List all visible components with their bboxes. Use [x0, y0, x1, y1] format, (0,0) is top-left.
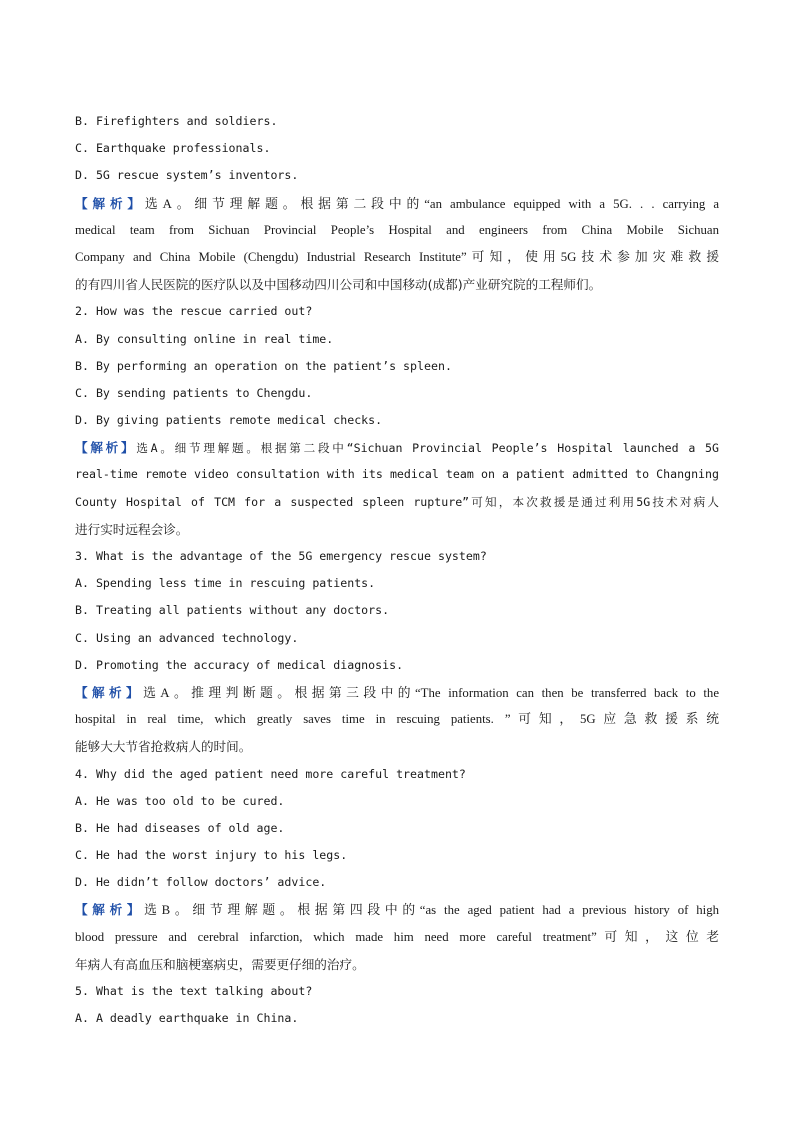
q3-option-b: B. Treating all patients without any doctors.	[75, 603, 390, 618]
q2-option-d: D. By giving patients remote medical checks.	[75, 413, 383, 428]
q3-analysis-line-1	[75, 679, 719, 706]
q4-question: 4. Why did the aged patient need more careful treatment?	[75, 766, 466, 781]
q2-analysis-line-1	[75, 434, 719, 461]
q4-option-c: C. He had the worst injury to his legs.	[75, 848, 348, 863]
q1-analysis-line-3: Company and China Mobile (Chengdu) Industrial Research Institute”可知，使用5G技术参加灾难救援	[75, 249, 719, 264]
q2-analysis-line-3: County Hospital of TCM for a suspected spleen rupture”可知，本次救援是通过利用5G技术对病人	[75, 494, 719, 509]
q3-analysis-line-3: 能够大大节省抢救病人的时间。	[75, 739, 252, 755]
q1-analysis-line-1	[75, 190, 719, 217]
q2-question: 2. How was the rescue carried out?	[75, 304, 313, 319]
analysis-tag: 【解析】	[75, 440, 137, 456]
q2-option-a: A. By consulting online in real time.	[75, 331, 334, 346]
q1-option-b: B. Firefighters and soldiers.	[75, 114, 278, 128]
q4-option-b: B. He had diseases of old age.	[75, 820, 285, 835]
document-page	[75, 108, 719, 1032]
q3-option-c: C. Using an advanced technology.	[75, 630, 299, 645]
q2-option-b: B. By performing an operation on the patient’s spleen.	[75, 358, 452, 373]
q2-analysis-text-1: 选A。细节理解题。根据第二段中“Sichuan Provincial People’s Hospital launched a 5G	[136, 441, 719, 456]
q5-question: 5. What is the text talking about?	[75, 984, 313, 998]
q4-analysis-line-1	[75, 896, 719, 923]
q3-option-a: A. Spending less time in rescuing patients.	[75, 576, 376, 591]
q1-analysis-text-1: 选A。细节理解题。根据第二段中的“an ambulance equipped with a 5G. . . carrying a	[144, 196, 719, 211]
q2-analysis-line-2: real-time remote video consultation with its medical team on a patient admitted to Changning	[75, 467, 719, 482]
q1-option-d: D. 5G rescue system’s inventors.	[75, 168, 299, 183]
q1-analysis-line-4: 的有四川省人民医院的医疗队以及中国移动四川公司和中国移动(成都)产业研究院的工程师们。	[75, 277, 602, 293]
q4-option-a: A. He was too old to be cured.	[75, 793, 285, 808]
q5-option-a: A. A deadly earthquake in China.	[75, 1011, 299, 1026]
q4-analysis-text-1: 选B。细节理解题。根据第四段中的“as the aged patient had a previous history of high	[144, 903, 719, 918]
q4-option-d: D. He didn’t follow doctors’ advice.	[75, 875, 327, 890]
q2-analysis-line-4: 进行实时远程会诊。	[75, 521, 189, 537]
analysis-tag: 【解析】	[75, 195, 145, 211]
q4-analysis-line-3: 年病人有高血压和脑梗塞病史，需要更仔细的治疗。	[75, 956, 365, 972]
q1-option-c: C. Earthquake professionals.	[75, 141, 271, 156]
q4-analysis-line-2: blood pressure and cerebral infarction, which made him need more careful treatment”可知，这位老	[75, 929, 719, 944]
q3-analysis-text-1: 选A。推理判断题。根据第三段中的“The information can then be transferred back to the	[143, 685, 719, 700]
q1-analysis-line-2: medical team from Sichuan Provincial People’s Hospital and engineers from China Mobile Sichuan	[75, 222, 719, 237]
analysis-tag: 【解析】	[75, 684, 144, 700]
q3-analysis-line-2: hospital in real time, which greatly saves time in rescuing patients. ”可知，5G应急救援系统	[75, 712, 719, 727]
analysis-tag: 【解析】	[75, 902, 145, 918]
q3-option-d: D. Promoting the accuracy of medical diagnosis.	[75, 657, 404, 672]
q3-question: 3. What is the advantage of the 5G emergency rescue system?	[75, 549, 487, 563]
q2-option-c: C. By sending patients to Chengdu.	[75, 385, 313, 400]
